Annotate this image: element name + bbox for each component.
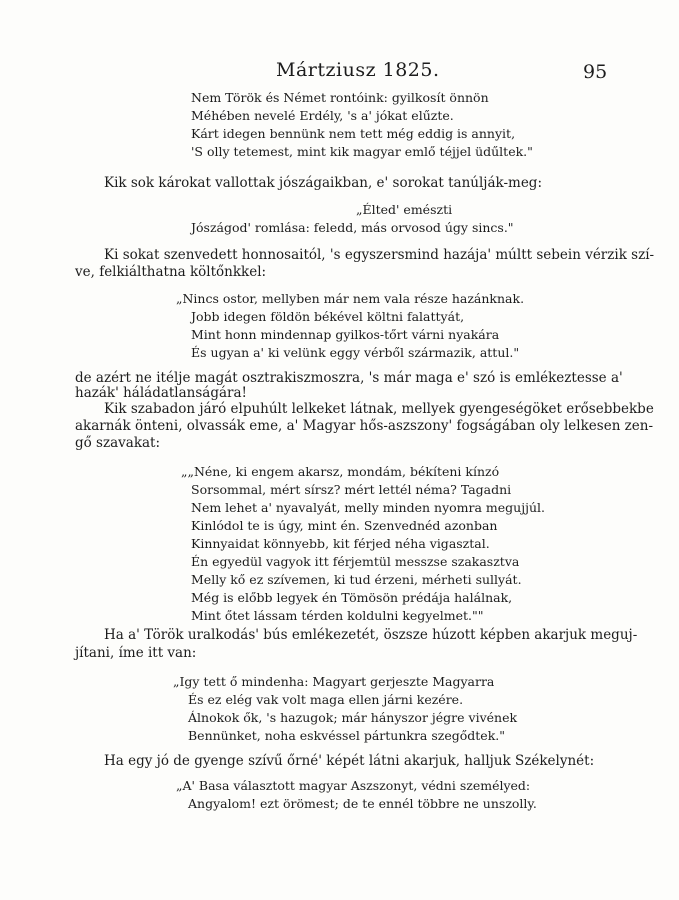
verse-line: Én egyedül vagyok itt férjemtül messzse szakasztva [191, 554, 520, 569]
prose-line: Ha egy jó de gyenge szívű őrné' képét látni akarjuk, halljuk Székelynét: [104, 753, 595, 769]
verse-line: Mint honn mindennap gyilkos-tőrt várni nyakára [191, 327, 500, 342]
prose-line: de azért ne itélje magát osztrakiszmoszra, 's már maga e' szó is emlékeztesse a' [75, 370, 623, 386]
verse-line: 'S olly tetemest, mint kik magyar emlő téjjel üdűltek." [191, 144, 533, 159]
verse-line: „Élted' emészti [356, 202, 453, 217]
verse-line: „„Néne, ki engem akarsz, mondám, békíteni kínzó [181, 464, 500, 479]
prose-line: ve, felkiálthatna költőnkkel: [75, 264, 267, 280]
verse-line: Nem lehet a' nyavalyát, melly minden nyomra megujjúl. [191, 500, 545, 515]
page-header [0, 56, 679, 90]
verse-line: „Nincs ostor, mellyben már nem vala része hazánknak. [176, 291, 525, 306]
prose-line: Ki sokat szenvedett honnosaitól, 's egyszersmind hazája' múltt sebein vérzik szí- [104, 247, 655, 263]
verse-line: Kárt idegen bennünk nem tett még eddig is annyit, [191, 126, 516, 141]
verse-line: Jobb idegen földön békével költni falattyát, [191, 309, 465, 324]
prose-line: Kik sok károkat vallottak jószágaikban, e' sorokat tanúlják-meg: [104, 175, 542, 191]
verse-line: Még is előbb legyek én Tömösön prédája halálnak, [191, 590, 513, 605]
verse-line: Melly kő ez szívemen, ki tud érzeni, mérheti sullyát. [191, 572, 522, 587]
verse-line: Jószágod' romlása: feledd, más orvosod úgy sincs." [191, 220, 514, 235]
verse-line: Kinnyaidat könnyebb, kit férjed néha vigasztal. [191, 536, 490, 551]
verse-line: És ez elég vak volt maga ellen járni kezére. [188, 692, 464, 707]
prose-line: akarnák önteni, olvassák eme, a' Magyar hős-aszszony' fogságában oly lelkesen zen- [75, 418, 654, 434]
page-title: Mártziusz 1825. [276, 59, 440, 81]
verse-line: Bennünket, noha eskvéssel pártunkra szegődtek." [188, 728, 505, 743]
verse-line: „A' Basa választott magyar Aszszonyt, védni személyed: [176, 778, 531, 793]
verse-line: És ugyan a' ki velünk eggy vérből származik, attul." [191, 345, 520, 360]
prose-line: gő szavakat: [75, 435, 161, 451]
prose-line: hazák' háládatlanságára! [75, 385, 247, 401]
verse-line: Kinlódol te is úgy, mint én. Szenvednéd azonban [191, 518, 498, 533]
verse-line: „Igy tett ő mindenha: Magyart gerjeszte Magyarra [173, 674, 495, 689]
prose-line: jítani, íme itt van: [75, 645, 197, 661]
verse-line: Sorsommal, mért sírsz? mért lettél néma? Tagadni [191, 482, 512, 497]
verse-line: Angyalom! ezt örömest; de te ennél többre ne unszolly. [188, 796, 537, 811]
verse-line: Nem Török és Német rontóink: gyilkosít önnön [191, 90, 489, 105]
page-number: 95 [583, 61, 608, 83]
verse-line: Mint őtet lássam térden koldulni kegyelmet."" [191, 608, 484, 623]
verse-line: Méhében nevelé Erdély, 's a' jókat elűzte. [191, 108, 454, 123]
prose-line: Kik szabadon járó elpuhúlt lelkeket látnak, mellyek gyengeségöket erősebbekbe [104, 401, 654, 417]
prose-line: Ha a' Török uralkodás' bús emlékezetét, öszsze húzott képben akarjuk meguj- [104, 627, 638, 643]
verse-line: Álnokok ők, 's hazugok; már hányszor jégre vivének [188, 710, 518, 725]
